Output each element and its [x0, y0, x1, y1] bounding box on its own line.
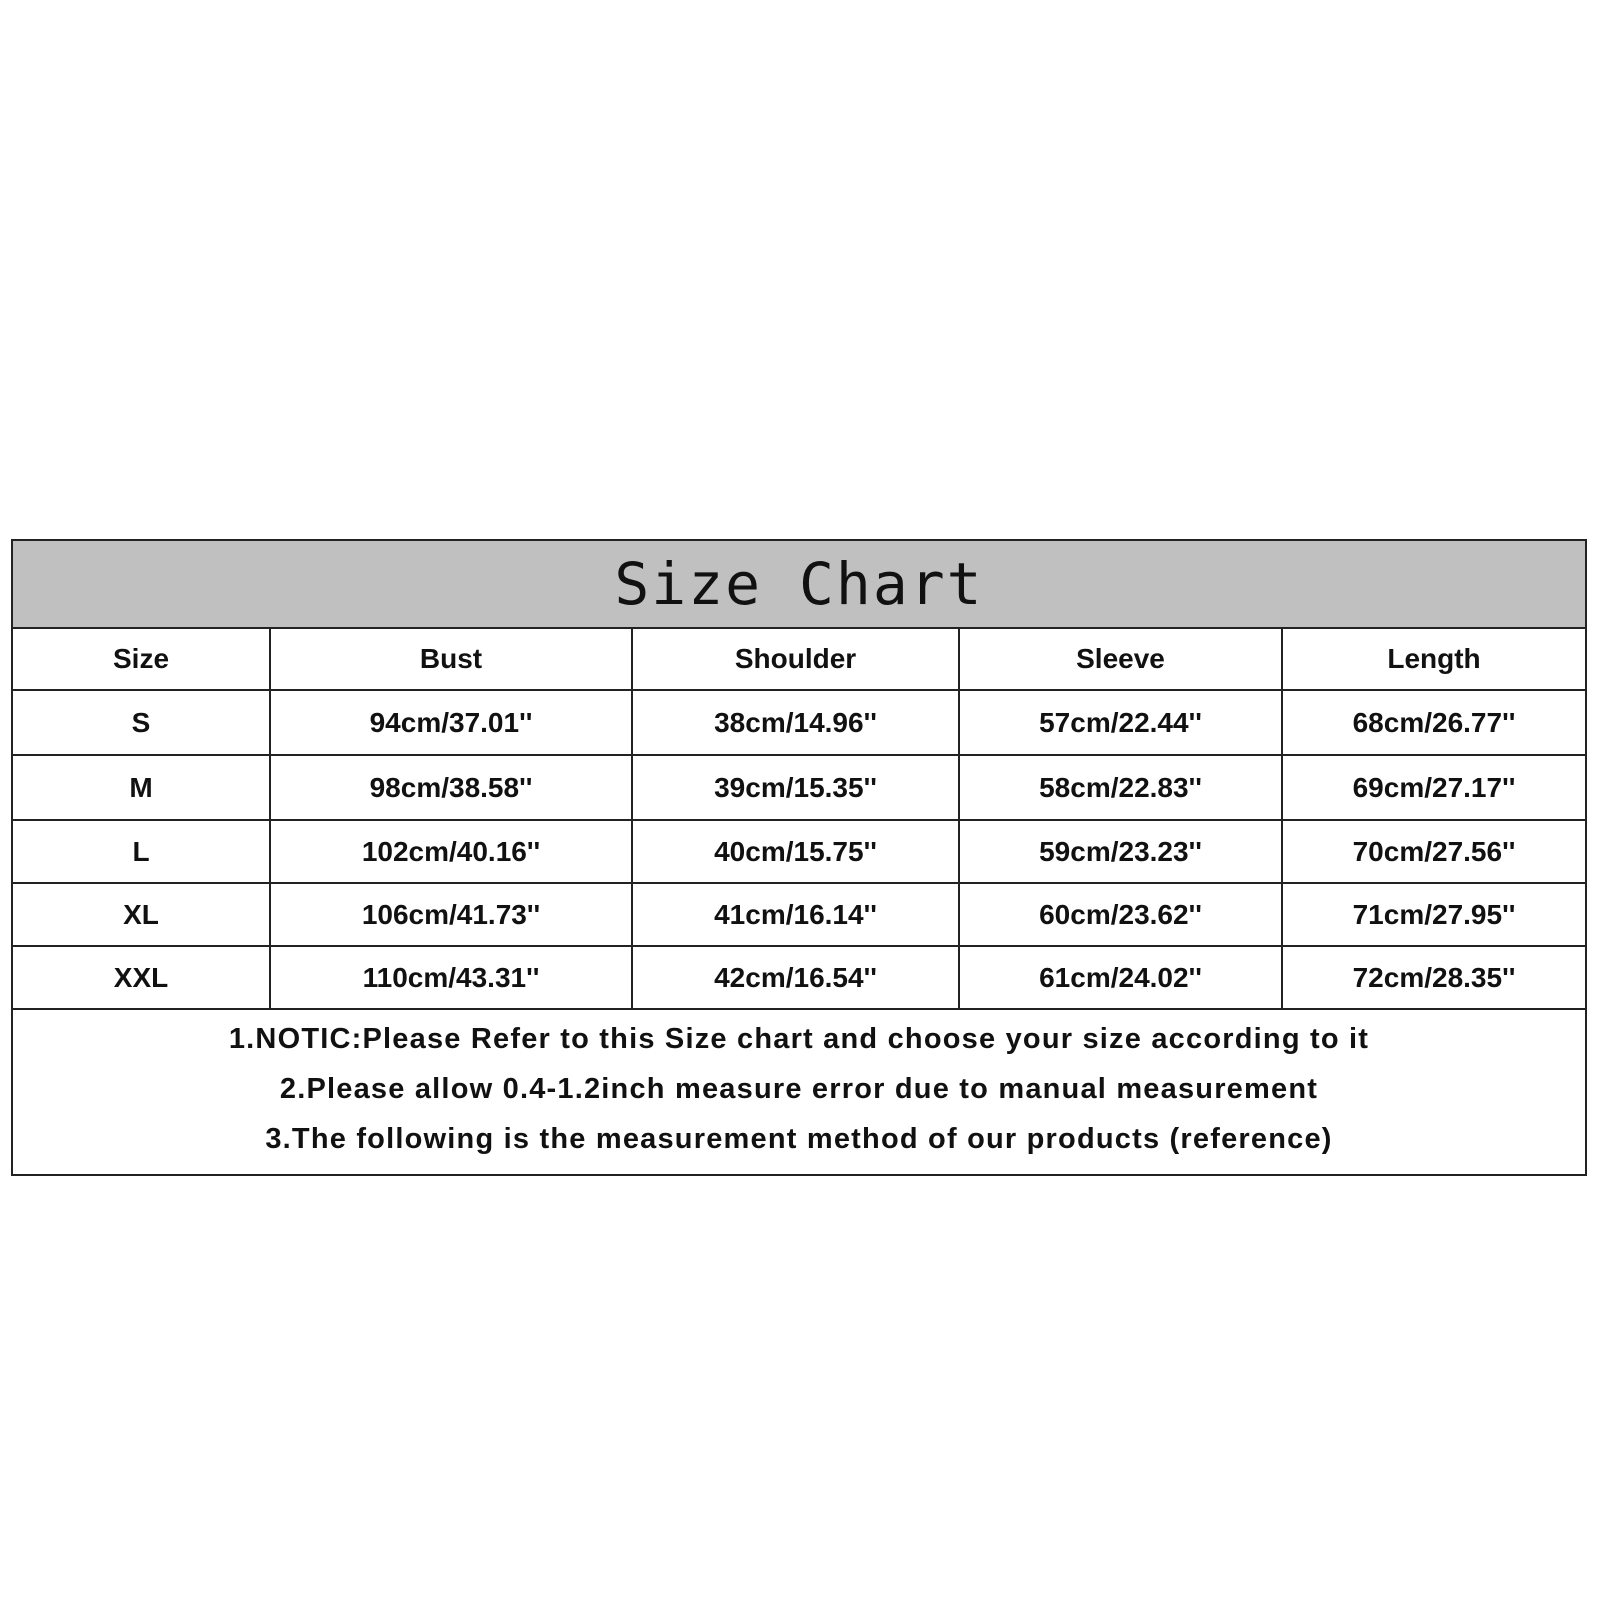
notes-section [13, 1010, 1585, 1174]
column-header-sleeve: Sleeve [959, 629, 1282, 690]
size-cell: XL [13, 883, 270, 946]
size-cell: XXL [13, 946, 270, 1009]
shoulder-cell: 42cm/16.54'' [632, 946, 959, 1009]
sleeve-cell: 57cm/22.44'' [959, 690, 1282, 755]
bust-cell: 110cm/43.31'' [270, 946, 632, 1009]
column-header-bust: Bust [270, 629, 632, 690]
table-row [13, 690, 1585, 755]
length-cell: 71cm/27.95'' [1282, 883, 1585, 946]
table-header-row [13, 629, 1585, 690]
length-cell: 70cm/27.56'' [1282, 820, 1585, 883]
chart-title: Size Chart [13, 541, 1585, 629]
table-row [13, 755, 1585, 820]
bust-cell: 98cm/38.58'' [270, 755, 632, 820]
shoulder-cell: 39cm/15.35'' [632, 755, 959, 820]
table-row [13, 820, 1585, 883]
size-cell: S [13, 690, 270, 755]
table-row [13, 946, 1585, 1009]
table-row [13, 883, 1585, 946]
shoulder-cell: 41cm/16.14'' [632, 883, 959, 946]
length-cell: 69cm/27.17'' [1282, 755, 1585, 820]
shoulder-cell: 38cm/14.96'' [632, 690, 959, 755]
note-line: 3.The following is the measurement method of our products (reference) [265, 1123, 1333, 1155]
column-header-shoulder: Shoulder [632, 629, 959, 690]
column-header-length: Length [1282, 629, 1585, 690]
sleeve-cell: 61cm/24.02'' [959, 946, 1282, 1009]
sleeve-cell: 58cm/22.83'' [959, 755, 1282, 820]
bust-cell: 106cm/41.73'' [270, 883, 632, 946]
size-chart [11, 539, 1587, 1176]
length-cell: 68cm/26.77'' [1282, 690, 1585, 755]
bust-cell: 94cm/37.01'' [270, 690, 632, 755]
shoulder-cell: 40cm/15.75'' [632, 820, 959, 883]
note-line: 1.NOTIC:Please Refer to this Size chart and choose your size according to it [228, 1023, 1370, 1055]
bust-cell: 102cm/40.16'' [270, 820, 632, 883]
column-header-size: Size [13, 629, 270, 690]
sleeve-cell: 59cm/23.23'' [959, 820, 1282, 883]
size-cell: M [13, 755, 270, 820]
size-table [13, 629, 1585, 1010]
length-cell: 72cm/28.35'' [1282, 946, 1585, 1009]
size-cell: L [13, 820, 270, 883]
note-line: 2.Please allow 0.4-1.2inch measure error due to manual measurement [279, 1073, 1319, 1105]
sleeve-cell: 60cm/23.62'' [959, 883, 1282, 946]
